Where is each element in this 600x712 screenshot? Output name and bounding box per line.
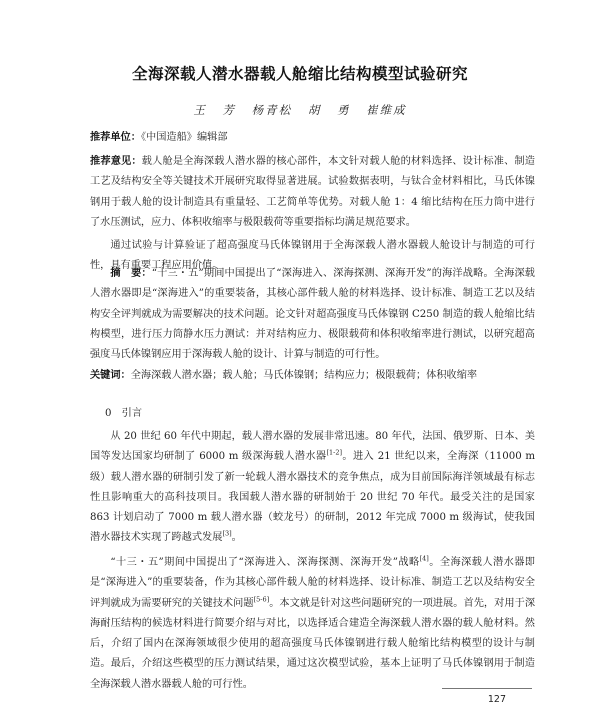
- citation-ref: [1-2]: [326, 448, 343, 457]
- recommend-opinion-paragraph-2: 通过试验与计算验证了超高强度马氏体镍钢用于全海深载人潜水器载人舱设计与制造的可行性，具有重要工程应用价值。: [90, 240, 535, 272]
- keywords-text: 全海深载人潜水器；载人舱；马氏体镍钢；结构应力；极限载荷；体积收缩率: [130, 370, 478, 381]
- recommend-unit-label: 推荐单位：: [90, 132, 141, 143]
- recommend-opinion-text: 载人舱是全海深载人潜水器的核心部件，本文针对载人舱的材料选择、设计标准、制造工艺及结构安全等关键技术开展研究取得显著进展。试验数据表明，与钛合金材料相比，马氏体镍钢用于载人舱的设计制造具有重量轻、工艺简单等优势。对载人舱 1：4 缩比结构在压力筒中进行了水压测试，应力、体积收缩率与极限载荷等重要指标均满足规范要求。: [90, 156, 535, 228]
- recommend-opinion-paragraph: [90, 152, 535, 233]
- intro-paragraph-2: [90, 553, 535, 695]
- abstract-paragraph: [90, 264, 535, 365]
- citation-ref: [5-6]: [253, 595, 270, 604]
- footer-rule: [442, 688, 532, 689]
- page-number: 127: [487, 694, 506, 705]
- intro-p1-text-b: 。进入 21 世纪以来，全海深（11000 m 级）载人潜水器的研制引发了新一轮载人潜水器技术的竞争焦点，成为目前国际海洋领域最有标志性且影响重大的高科技项目。我国载人潜水器的研制始于 20 世纪 70 年代。最受关注的是国家 863 计划启动了 7000 m 载人潜水器（蛟龙号）的研制，2012 年完成 7000 m 级海试，使我国潜水器技术实现了跨越式发展: [90, 451, 535, 544]
- author-list: 王 芳 杨青松 胡 勇 崔维成: [193, 103, 407, 117]
- intro-p1-text-a: 从 20 世纪 60 年代中期起，载人潜水器的发展非常迅速。80 年代，法国、俄罗斯、日本、美国等发达国家均研制了 6000 m 级深海载人潜水器: [90, 431, 535, 463]
- paper-title: 全海深载人潜水器载人舱缩比结构模型试验研究: [131, 65, 468, 83]
- recommend-unit-value: 《中国造船》编辑部: [140, 132, 228, 143]
- intro-paragraph-1: [90, 427, 535, 549]
- recommend-unit-line: [90, 128, 535, 148]
- citation-ref: [4]: [419, 554, 429, 563]
- intro-p2-text-a: “十三・五”期间中国提出了“深海进入、深海探测、深海开发”战略: [110, 557, 420, 568]
- section-heading-introduction: 0 引言: [105, 408, 143, 419]
- abstract-text: “十三・五”期间中国提出了“深海进入、深海探测、深海开发”的海洋战略。全海深载人潜水器即是“深海进入”的重要装备，其核心部件载人舱的材料选择、设计标准、制造工艺以及结构安全评判就成为需要解决的技术问题。论文针对超高强度马氏体镍钢 C250 制造的载人舱缩比结构模型，进行压力筒静水压力测试：并对结构应力、极限载荷和体积收缩率进行测试，以研究超高强度马氏体镍钢应用于深海载人舱的设计、计算与制造的可行性。: [90, 268, 535, 361]
- intro-p2-text-b: 。全海深载人潜水器即是“深海进入”的重要装备，作为其核心部件载人舱的材料选择、设计标准、制造工艺以及结构安全评判就成为需要研究的关键技术问题: [90, 557, 535, 609]
- intro-p1-end: 。: [231, 532, 242, 544]
- keywords-label: 关键词：: [90, 370, 131, 381]
- recommend-opinion-label: 推荐意见：: [90, 156, 142, 167]
- intro-p2-text-c: 。本文就是针对这些问题研究的一项进展。首先，对用于深海耐压结构的候选材料进行简要介绍与对比，以选择适合建造全海深载人潜水器的载人舱材料。然后，介绍了国内在深海领域很少使用的超高强度马氏体镍钢进行载人舱缩比结构模型的设计与制造。最后，介绍这些模型的压力测试结果，通过这次模型试验，基本上证明了马氏体镍钢用于制造全海深载人潜水器载人舱的可行性。: [90, 597, 536, 690]
- abstract-label: 摘 要：: [110, 268, 152, 279]
- keywords-line: [90, 366, 535, 386]
- citation-ref: [3]: [222, 530, 232, 539]
